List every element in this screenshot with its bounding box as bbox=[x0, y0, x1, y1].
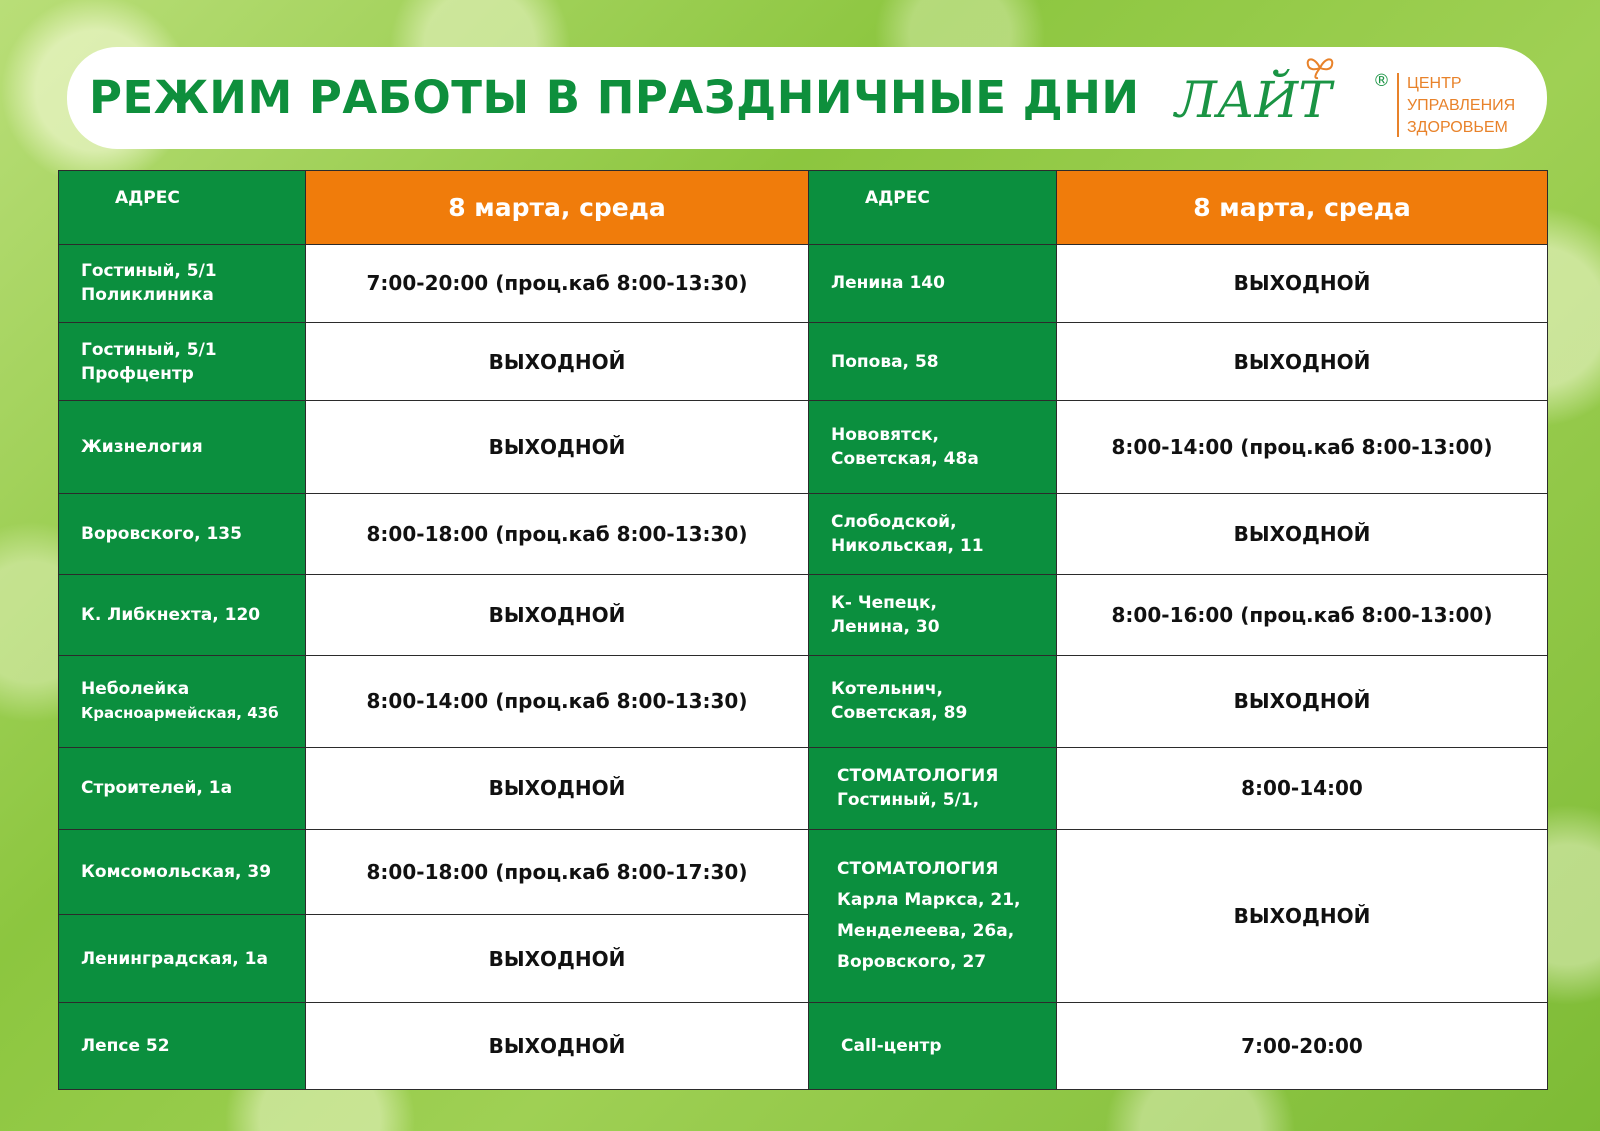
address-cell bbox=[809, 830, 1057, 1003]
address-line: К- Чепецк, bbox=[831, 592, 938, 613]
address-line: Комсомольская, 39 bbox=[81, 862, 272, 883]
left-date-header: 8 марта, среда bbox=[306, 171, 809, 245]
hours-cell: ВЫХОДНОЙ bbox=[1057, 244, 1548, 323]
hours-cell: ВЫХОДНОЙ bbox=[1057, 323, 1548, 401]
address-line: Гостиный, 5/1 bbox=[81, 339, 217, 360]
address-line: Профцентр bbox=[81, 363, 194, 384]
table-row bbox=[59, 830, 1548, 915]
logo-wordmark: ЛАЙТ bbox=[1175, 71, 1332, 129]
logo-tagline: ЦЕНТР УПРАВЛЕНИЯ ЗДОРОВЬЕМ bbox=[1407, 75, 1516, 136]
address-line: Лепсе 52 bbox=[81, 1036, 170, 1057]
address-cell bbox=[809, 747, 1057, 830]
address-cell bbox=[59, 747, 306, 830]
left-address-header: АДРЕС bbox=[59, 171, 306, 245]
hours-cell: 7:00-20:00 (проц.каб 8:00-13:30) bbox=[306, 244, 809, 323]
table-row bbox=[59, 747, 1548, 830]
address-line: Ленинградская, 1а bbox=[81, 948, 268, 969]
address-line: Менделеева, 26а, bbox=[837, 921, 1015, 942]
registered-mark: ® bbox=[1373, 71, 1390, 91]
right-date-header: 8 марта, среда bbox=[1057, 171, 1548, 245]
address-line: Советская, 89 bbox=[831, 703, 968, 723]
hours-cell: 8:00-18:00 (проц.каб 8:00-13:30) bbox=[306, 494, 809, 575]
address-line: СТОМАТОЛОГИЯ bbox=[837, 766, 999, 787]
address-line: СТОМАТОЛОГИЯ bbox=[837, 859, 999, 880]
hours-cell: ВЫХОДНОЙ bbox=[306, 323, 809, 401]
hours-cell: ВЫХОДНОЙ bbox=[306, 574, 809, 655]
address-cell bbox=[809, 574, 1057, 655]
hours-cell: ВЫХОДНОЙ bbox=[306, 915, 809, 1003]
address-cell bbox=[809, 1003, 1057, 1090]
table-row bbox=[59, 323, 1548, 401]
table-header-row bbox=[59, 171, 1548, 245]
address-line: Попова, 58 bbox=[831, 351, 939, 372]
address-cell bbox=[809, 400, 1057, 493]
header-banner bbox=[67, 47, 1547, 149]
address-line: Поликлиника bbox=[81, 285, 214, 306]
address-cell bbox=[809, 244, 1057, 323]
address-line: Call-центр bbox=[841, 1036, 942, 1057]
address-line: Карла Маркса, 21, bbox=[837, 890, 1021, 911]
right-address-header: АДРЕС bbox=[809, 171, 1057, 245]
address-cell bbox=[59, 323, 306, 401]
page-title: РЕЖИМ РАБОТЫ В ПРАЗДНИЧНЫЕ ДНИ bbox=[89, 71, 1140, 124]
hours-cell: 7:00-20:00 bbox=[1057, 1003, 1548, 1090]
address-line: Жизнелогия bbox=[81, 436, 203, 457]
address-cell bbox=[59, 494, 306, 575]
address-line: Воровского, 135 bbox=[81, 523, 242, 544]
address-cell bbox=[809, 323, 1057, 401]
table-row bbox=[59, 244, 1548, 323]
hours-cell: ВЫХОДНОЙ bbox=[1057, 494, 1548, 575]
hours-cell: 8:00-16:00 (проц.каб 8:00-13:00) bbox=[1057, 574, 1548, 655]
logo-divider bbox=[1397, 73, 1399, 137]
address-cell bbox=[809, 655, 1057, 747]
table-row bbox=[59, 655, 1548, 747]
table-row bbox=[59, 400, 1548, 493]
address-line: Слободской, bbox=[831, 511, 957, 532]
address-line: Котельнич, bbox=[831, 679, 943, 699]
hours-cell: 8:00-14:00 (проц.каб 8:00-13:30) bbox=[306, 655, 809, 747]
address-line: К. Либкнехта, 120 bbox=[81, 604, 261, 625]
address-cell bbox=[59, 915, 306, 1003]
hours-cell: 8:00-14:00 (проц.каб 8:00-13:00) bbox=[1057, 400, 1548, 493]
address-line: Никольская, 11 bbox=[831, 535, 984, 556]
address-line: Красноармейская, 43б bbox=[81, 704, 279, 722]
holiday-schedule-table bbox=[58, 170, 1548, 1090]
address-cell bbox=[59, 1003, 306, 1090]
brand-logo bbox=[1175, 55, 1545, 145]
hours-cell: 8:00-18:00 (проц.каб 8:00-17:30) bbox=[306, 830, 809, 915]
address-line: Советская, 48а bbox=[831, 448, 979, 469]
table-row bbox=[59, 1003, 1548, 1090]
address-line: Строителей, 1а bbox=[81, 778, 233, 799]
hours-cell: 8:00-14:00 bbox=[1057, 747, 1548, 830]
address-cell bbox=[59, 244, 306, 323]
address-cell bbox=[59, 400, 306, 493]
address-line: Нововятск, bbox=[831, 424, 939, 445]
address-cell bbox=[809, 494, 1057, 575]
hours-cell: ВЫХОДНОЙ bbox=[306, 747, 809, 830]
address-cell bbox=[59, 655, 306, 747]
hours-cell: ВЫХОДНОЙ bbox=[306, 1003, 809, 1090]
address-line: Гостиный, 5/1, bbox=[837, 790, 980, 811]
hours-cell: ВЫХОДНОЙ bbox=[1057, 655, 1548, 747]
table-row bbox=[59, 494, 1548, 575]
table-row bbox=[59, 574, 1548, 655]
address-line: Воровского, 27 bbox=[837, 952, 987, 973]
address-cell bbox=[59, 574, 306, 655]
hours-cell: ВЫХОДНОЙ bbox=[306, 400, 809, 493]
address-line: Неболейка bbox=[81, 679, 190, 699]
address-line: Ленина 140 bbox=[831, 273, 945, 294]
hours-cell: ВЫХОДНОЙ bbox=[1057, 830, 1548, 1003]
address-cell bbox=[59, 830, 306, 915]
address-line: Ленина, 30 bbox=[831, 616, 940, 637]
address-line: Гостиный, 5/1 bbox=[81, 261, 217, 282]
